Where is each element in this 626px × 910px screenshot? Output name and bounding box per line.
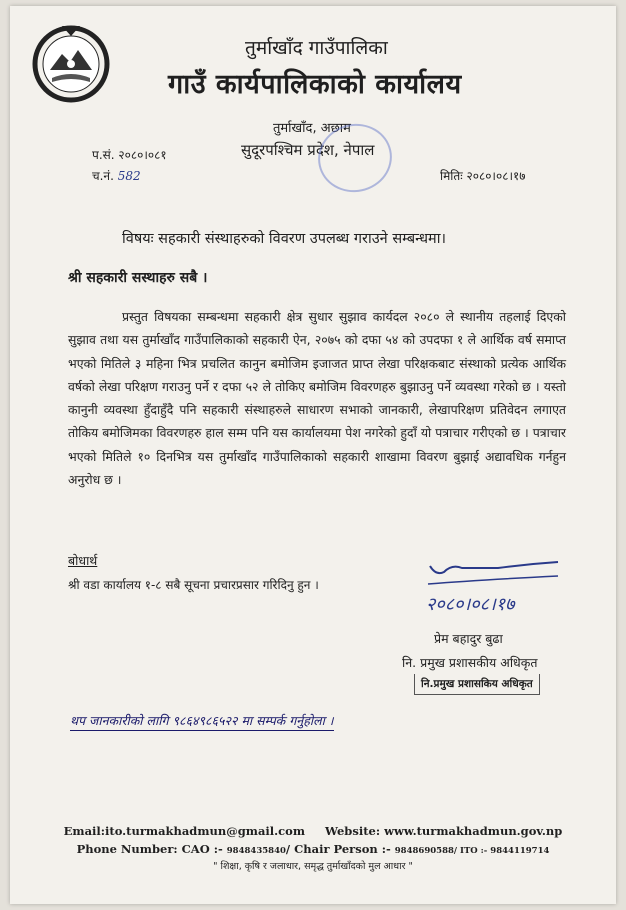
signature-date: २०८०।०८।१७ [426,594,515,615]
footer-chair-number: 9848690588 [394,846,454,856]
contact-note: थप जानकारीको लागि ९८६४९८६५२२ मा सम्पर्क गर्नुहोला । [70,712,334,731]
letter-salutation: श्री सहकारी सस्थाहरु सबै । [68,270,208,286]
footer-email[interactable]: Email:ito.turmakhadmun@gmail.com [63,824,305,838]
signatory-name: प्रेम बहादुर बुढा [434,631,503,646]
letter-page [10,6,616,904]
signatory-title: नि. प्रमुख प्रशासकीय अधिकृत [402,655,538,670]
dispatch-number-value: 582 [117,169,141,183]
footer-chair-label: / Chair Person :- [285,842,395,856]
footer-slogan: " शिक्षा, कृषि र जलाधार, समृद्ध तुर्माखाँदको मुल आधार " [213,861,413,872]
footer-phone-label: Phone Number: CAO :- [76,842,227,856]
footer-ito-number: 9844119714 [490,846,550,856]
dispatch-number [92,167,141,184]
office-location: तुर्माखाँद, अछाम [273,121,351,136]
letter-body: प्रस्तुत विषयका सम्बन्धमा सहकारी क्षेत्र सुधार सुझाव कार्यदल २०८० ले स्थानीय तहलाई दिएको सुझाव तथा यस तुर्माखाँद गाउँपालिकाको सहकारी ऐन, २०७५ को दफा ५४ को उपदफा १ ले आर्थिक वर्ष समाप्त भएको मितिले ३ महिना भित्र प्रचलित कानुन बमोजिम इजाजत प्राप्त लेखा परिक्षकबाट संस्थाको प्रत्येक आर्थिक वर्षको लेखा परिक्षण गराउनु पर्ने र दफा ५२ ले तोकिए बमोजिम विवरणहरु बुझाउनु पर्ने व्यवस्था गरेको छ । यस्तो कानुनी व्यवस्था हुँदाहुँदै पनि सहकारी संस्थाहरुले साधारण सभाको जानकारी, लेखापरिक्षण प्रतिवेदन लगाएत तोकिय बमोजिमका विवरणहरु हाल सम्म पनि यस कार्यालयमा पेश नगरेको हुदाँ यो पत्राचार गरीएको छ । पत्राचार भएको मितिले १० दिनभित्र यस तुर्माखाँद गाउँपालिकाको सहकारी शाखामा विवरण बुझाई अद्यावधिक गर्नहुन अनुरोध छ । [68,309,566,488]
reference-number: प.सं. २०८०।०८१ [92,148,167,162]
footer-ito-label: / ITO :- [453,846,491,856]
footer-cao-number: 9848435840 [226,846,286,856]
province-country: सुदूरपश्चिम प्रदेश, नेपाल [241,141,375,159]
footer-phones [10,842,616,856]
signatory-stamp: नि.प्रमुख प्रशासकिय अधिकृत [414,674,540,695]
cc-label: बोधार्थ [68,553,98,568]
nepal-emblem-logo [32,20,110,104]
letter-subject: विषयः सहकारी संस्थाहरुको विवरण उपलब्ध गराउने सम्बन्धमा। [122,231,446,247]
dispatch-number-label: च.नं. [92,169,114,183]
municipality-name: तुर्माखाँद गाउँपालिका [245,37,388,59]
office-title: गाउँ कार्यपालिकाको कार्यालय [168,69,462,100]
footer-email-website [10,824,616,838]
handwritten-signature [418,554,568,616]
footer-website[interactable]: Website: www.turmakhadmun.gov.np [325,824,563,838]
letter-date: मितिः २०८०।०८।१७ [440,169,526,183]
cc-text: श्री वडा कार्यालय १-८ सबै सूचना प्रचारप्रसार गरिदिनु हुन । [68,578,319,592]
